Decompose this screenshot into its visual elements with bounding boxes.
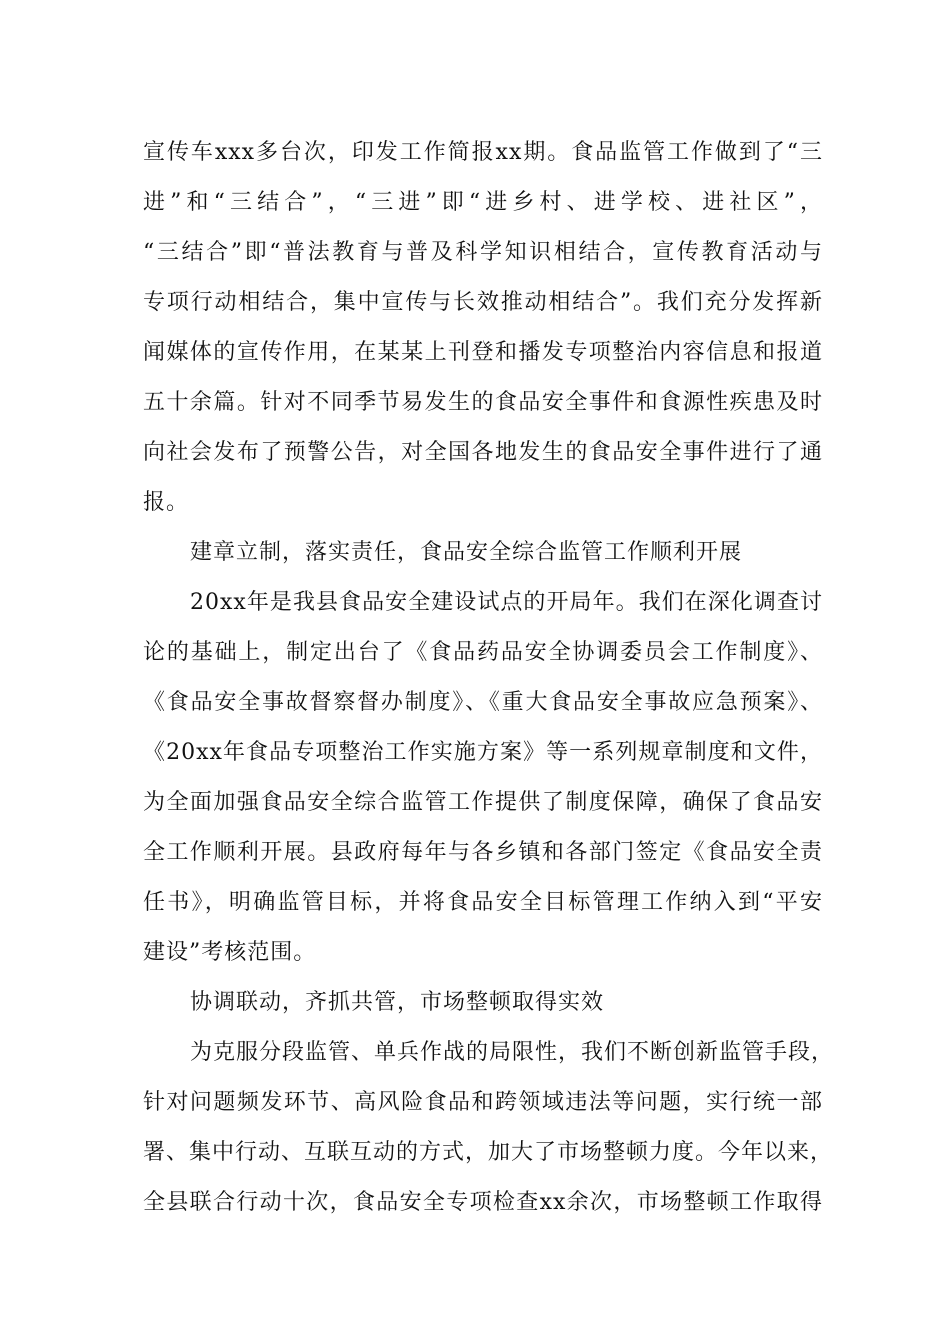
paragraph-line: 署、集中行动、互联互动的方式，加大了市场整顿力度。今年以来， (143, 1140, 834, 1165)
paragraph-line: 为全面加强食品安全综合监管工作提供了制度保障，确保了食品安 (143, 790, 823, 815)
paragraph-line: 论的基础上，制定出台了《食品药品安全协调委员会工作制度》、 (143, 640, 823, 665)
paragraph-line: 报。 (143, 490, 190, 515)
paragraph-line: 任书》，明确监管目标，并将食品安全目标管理工作纳入到“平安 (143, 890, 823, 915)
paragraph-line: 五十余篇。针对不同季节易发生的食品安全事件和食源性疾患及时 (143, 390, 823, 415)
paragraph-line: “三结合”即“普法教育与普及科学知识相结合，宣传教育活动与 (143, 240, 823, 265)
paragraph-line: 闻媒体的宣传作用，在某某上刊登和播发专项整治内容信息和报道 (143, 340, 823, 365)
paragraph-line: 全工作顺利开展。县政府每年与各乡镇和各部门签定《食品安全责 (143, 840, 823, 865)
section-heading: 协调联动，齐抓共管，市场整顿取得实效 (190, 990, 605, 1015)
paragraph-line: 进”和“三结合”，“三进”即“进乡村、进学校、进社区”， (143, 190, 823, 215)
paragraph-line: 《食品安全事故督察督办制度》、《重大食品安全事故应急预案》、 (143, 690, 823, 715)
paragraph-line: 为克服分段监管、单兵作战的局限性，我们不断创新监管手段， (190, 1040, 835, 1065)
paragraph-line: 专项行动相结合，集中宣传与长效推动相结合”。我们充分发挥新 (143, 290, 823, 315)
paragraph-line: 针对问题频发环节、高风险食品和跨领域违法等问题，实行统一部 (143, 1090, 823, 1115)
section-heading: 建章立制，落实责任，食品安全综合监管工作顺利开展 (190, 540, 743, 565)
paragraph-line: 建设”考核范围。 (143, 940, 317, 965)
paragraph-line: 全县联合行动十次，食品安全专项检查xx余次，市场整顿工作取得 (143, 1190, 823, 1215)
paragraph-line: 20xx年是我县食品安全建设试点的开局年。我们在深化调查讨 (190, 590, 823, 615)
paragraph-line: 宣传车xxx多台次，印发工作简报xx期。食品监管工作做到了“三 (143, 140, 823, 165)
paragraph-line: 向社会发布了预警公告，对全国各地发生的食品安全事件进行了通 (143, 440, 823, 465)
paragraph-line: 《20xx年食品专项整治工作实施方案》等一系列规章制度和文件， (143, 740, 823, 765)
